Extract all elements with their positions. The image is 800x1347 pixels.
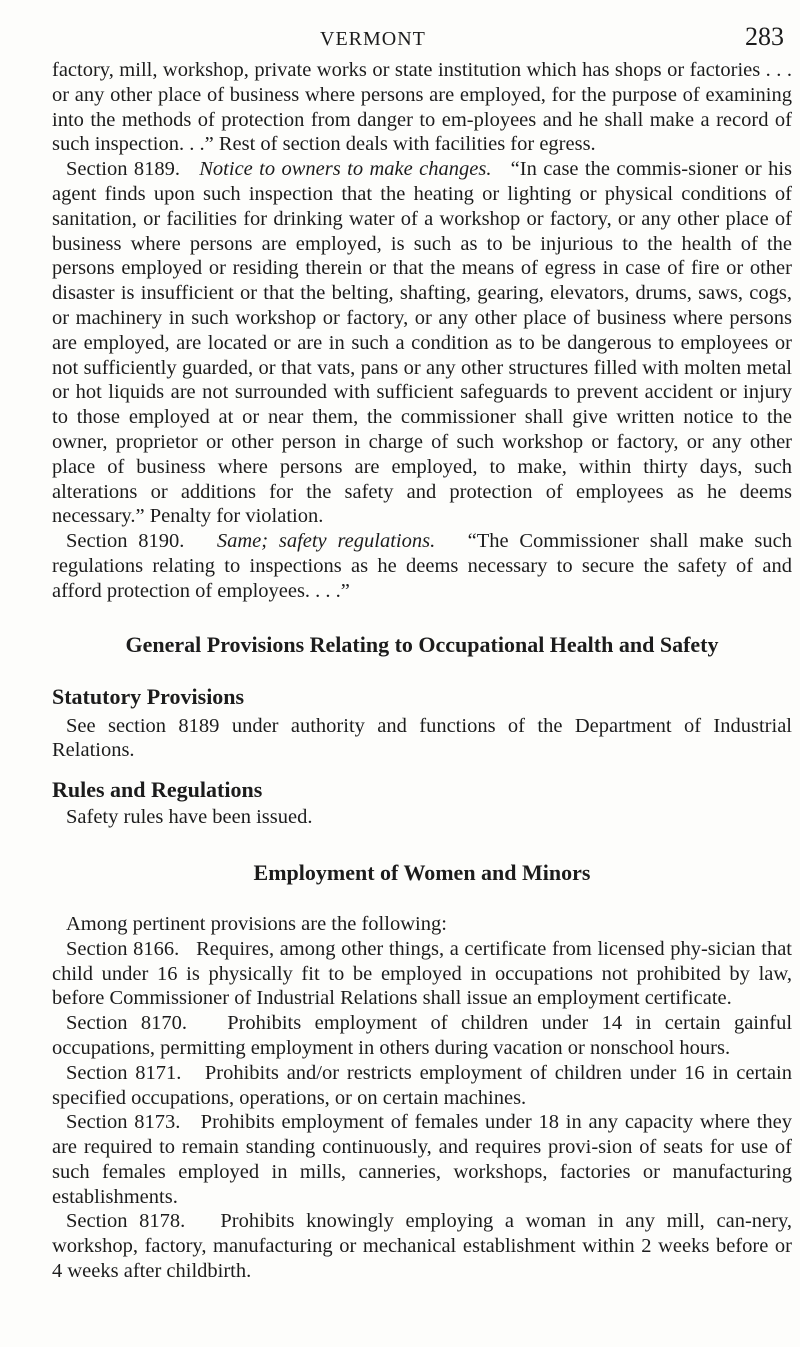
section-8166-paragraph [52, 937, 792, 1011]
section-number: Section 8171. [66, 1061, 182, 1084]
section-8171-paragraph [52, 1061, 792, 1111]
section-number: Section 8170. [66, 1012, 188, 1035]
section-body: Requires, among other things, a certificate from licensed phy-sician that child under 16 is physically fit to be employed in occupations not prohibited by law, before Commissioner of Industrial Relations shall issue an employment certificate. [52, 937, 792, 1010]
document-page [52, 22, 792, 1284]
section-8189-paragraph [52, 157, 792, 529]
employment-intro: Among pertinent provisions are the following: [66, 912, 447, 935]
section-number: Section 8178. [66, 1210, 186, 1233]
section-body: Prohibits knowingly employing a woman in any mill, can-nery, workshop, factory, manufacturing or mechanical establishment within 2 weeks before or 4 weeks after childbirth. [52, 1210, 792, 1283]
section-body: “The Commissioner shall make such regulations relating to inspections as he deems necessary to secure the safety of and afford protection of employees. . . .” [52, 530, 793, 602]
section-8178-paragraph [52, 1209, 792, 1283]
general-provisions-heading: General Provisions Relating to Occupational Health and Safety [125, 631, 719, 657]
section-title: Same; safety regulations. [216, 530, 436, 553]
section-8173-paragraph [52, 1110, 792, 1209]
page-number: 283 [745, 22, 784, 51]
section-number: Section 8166. [66, 937, 180, 960]
section-8170-paragraph [52, 1011, 792, 1061]
section-8190-paragraph [52, 529, 792, 603]
statutory-provisions-text: See section 8189 under authority and functions of the Department of Industrial Relations. [52, 714, 792, 762]
section-number: Section 8173. [66, 1111, 181, 1134]
section-number: Section 8190. [66, 530, 185, 553]
section-title: Notice to owners to make changes. [199, 158, 492, 181]
running-title: VERMONT [320, 28, 426, 50]
intro-paragraph: factory, mill, workshop, private works or state institution which has shops or factories . . . or any other place of business where persons are employed, for the purpose of examining into the methods of protection from danger to em-ployees and he shall make a record of such inspection. . .” Rest of section deals with facilities for egress. [52, 59, 792, 156]
section-number: Section 8189. [66, 158, 181, 181]
statutory-provisions-heading: Statutory Provisions [52, 683, 245, 709]
employment-women-minors-heading: Employment of Women and Minors [253, 859, 591, 885]
section-body: “In case the commis-sioner or his agent finds upon such inspection that the heating or lighting or physical conditions of sanitation, or facilities for drinking water of a workshop or factory, or any other place of business where persons are employed, is such as to be injurious to the health of the persons employed or residing therein or that the means of egress in case of fire or other disaster is insufficient or that the belting, shafting, gearing, elevators, drums, saws, cogs, or machinery in such workshop or factory, or any other place of business where persons are employed, are located or are in such a condition as to be dangerous to employees or not sufficiently guarded, or that vats, pans or any other structures filled with molten metal or hot liquids are not surrounded with sufficient safeguards to prevent accident or injury to those employed at or near them, the commissioner shall give written notice to the owner, proprietor or other person in charge of such workshop or factory, or any other place of business where persons are employed, to make, within thirty days, such alterations or additions for the safety and protection of employees as he deems necessary.” Penalty for violation. [52, 158, 793, 528]
section-body: Prohibits employment of children under 14 in certain gainful occupations, permitting employment in others during vacation or nonschool hours. [52, 1012, 793, 1059]
rules-regulations-text: Safety rules have been issued. [66, 806, 313, 829]
section-body: Prohibits and/or restricts employment of children under 16 in certain specified occupations, operations, or on certain machines. [52, 1061, 792, 1109]
rules-regulations-heading: Rules and Regulations [52, 777, 263, 803]
section-body: Prohibits employment of females under 18 in any capacity where they are required to remain standing continuously, and requires provi-sion of seats for use of such females employed in mills, canneries, workshops, factories or manufacturing establishments. [52, 1111, 792, 1208]
running-header [52, 22, 792, 58]
